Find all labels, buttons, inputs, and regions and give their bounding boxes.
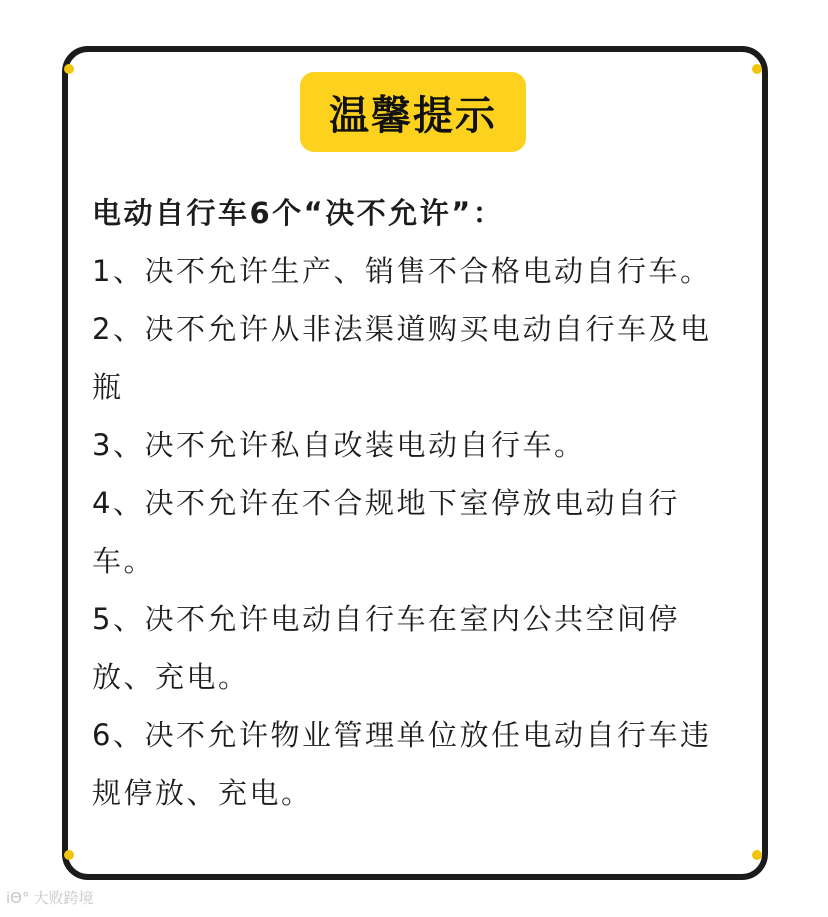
notice-item-5: 5、决不允许电动自行车在室内公共空间停放、充电。 (92, 602, 680, 694)
corner-dot-top-left (64, 64, 74, 74)
notice-item-2: 2、决不允许从非法渠道购买电动自行车及电瓶 (92, 312, 712, 404)
notice-item-1: 1、决不允许生产、销售不合格电动自行车。 (92, 254, 712, 288)
notice-item-3: 3、决不允许私自改装电动自行车。 (92, 428, 586, 462)
watermark (6, 887, 94, 908)
watermark-logo-icon: iΘ° (6, 888, 30, 907)
notice-content (92, 184, 742, 822)
watermark-text: 大败跨境 (33, 889, 94, 907)
notice-item-4: 4、决不允许在不合规地下室停放电动自行车。 (92, 486, 680, 578)
corner-dot-bottom-right (752, 850, 762, 860)
title-badge (300, 72, 526, 152)
badge-title: 温馨提示 (329, 92, 497, 139)
corner-dot-bottom-left (64, 850, 74, 860)
notice-item-6: 6、决不允许物业管理单位放任电动自行车违规停放、充电。 (92, 718, 712, 810)
corner-dot-top-right (752, 64, 762, 74)
notice-heading: 电动自行车6个“决不允许”： (92, 196, 505, 230)
